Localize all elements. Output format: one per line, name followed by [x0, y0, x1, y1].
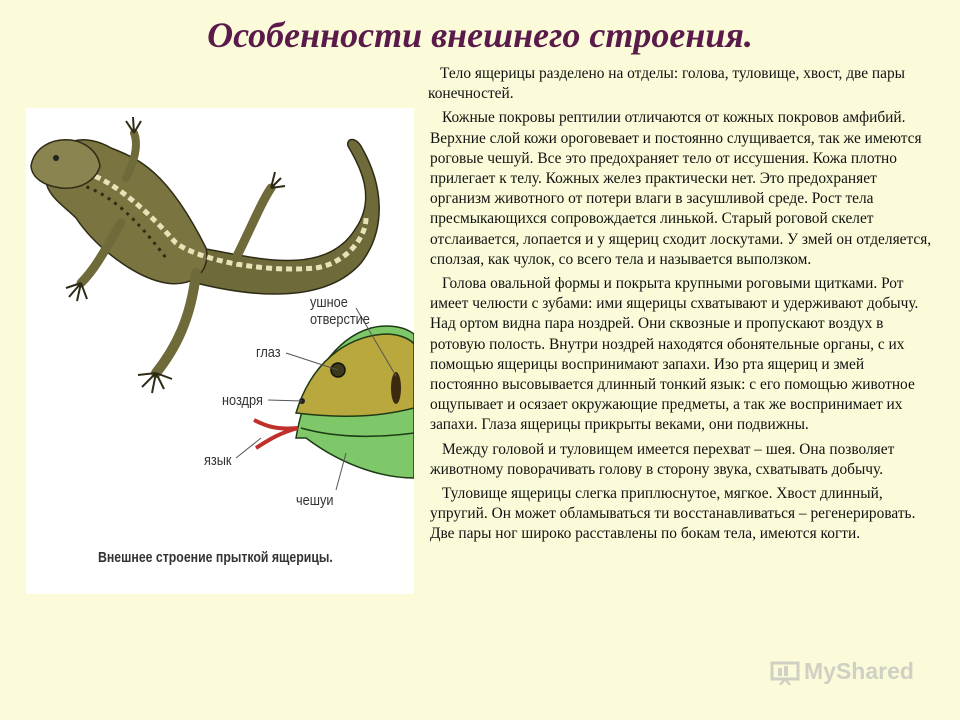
- paragraph-body-sections: Тело ящерицы разделено на отделы: голова, туловище, хвост, две пары конечностей.: [428, 65, 906, 103]
- watermark-text: MyShared: [804, 658, 914, 684]
- watermark: [770, 658, 914, 685]
- lizard-body-drawing: [31, 117, 379, 393]
- paragraph-torso: Туловище ящерицы слегка приплюснутое, мягкое. Хвост длинный, упругий. Он может обламываться ти восстанавливаться – регенерировать. Две пары ног широко расставлены по бокам тела, имеются когти.: [430, 485, 916, 543]
- presentation-icon: [770, 659, 800, 685]
- label-tongue: язык: [204, 452, 232, 469]
- lizard-figure: [26, 108, 414, 594]
- label-scales: чешуи: [296, 492, 334, 509]
- paragraph-head: Голова овальной формы и покрыта крупными роговыми щитками. Рот имеет челюсти с зубами: ими ящерицы схватывают и удерживают добычу. Над ортом видна пара ноздрей. Они сквозные и пропускают воздух в ротовую полость. Внутри ноздрей находятся обонятельные органы, с их помощью ящерицы воспринимают запахи. Изо рта ящериц и змей постоянно высовывается длинный тонкий язык: с его помощью животное ощупывает и осязает окружающие предметы, а так же воспринимает их запахи. Глаза ящерицы прикрыты веками, они подвижны.: [430, 275, 919, 434]
- lizard-illustration: [26, 108, 414, 594]
- label-nostril: ноздря: [222, 392, 263, 409]
- paragraph-neck: Между головой и туловищем имеется перехват – шея. Она позволяет животному поворачивать голову в сторону звука, схватывать добычу.: [430, 440, 895, 478]
- slide-title: Особенности внешнего строения.: [207, 15, 753, 55]
- label-ear-opening: ушное отверстие: [310, 294, 370, 328]
- body-text: [430, 64, 936, 549]
- paragraph-skin: Кожные покровы рептилии отличаются от кожных покровов амфибий. Верхние слой кожи ороговевает и постоянно слущивается, так же имеются роговые чешуй. Все это предохраняет тело от иссушения. Кожа плотно прилегает к телу. Кожных желез практически нет. Это предохраняет организм животного от потери влаги в засушливой среде. Рост тела пресмыкающихся сопровождается линькой. Старый роговой скелет отслаивается, лопается и у ящериц сходит лоскутами. У змей он отделяется, сползая, как чулок, со всего тела и называется выползком.: [430, 109, 932, 268]
- label-eye: глаз: [256, 344, 281, 361]
- figure-caption: Внешнее строение прыткой ящерицы.: [98, 549, 333, 566]
